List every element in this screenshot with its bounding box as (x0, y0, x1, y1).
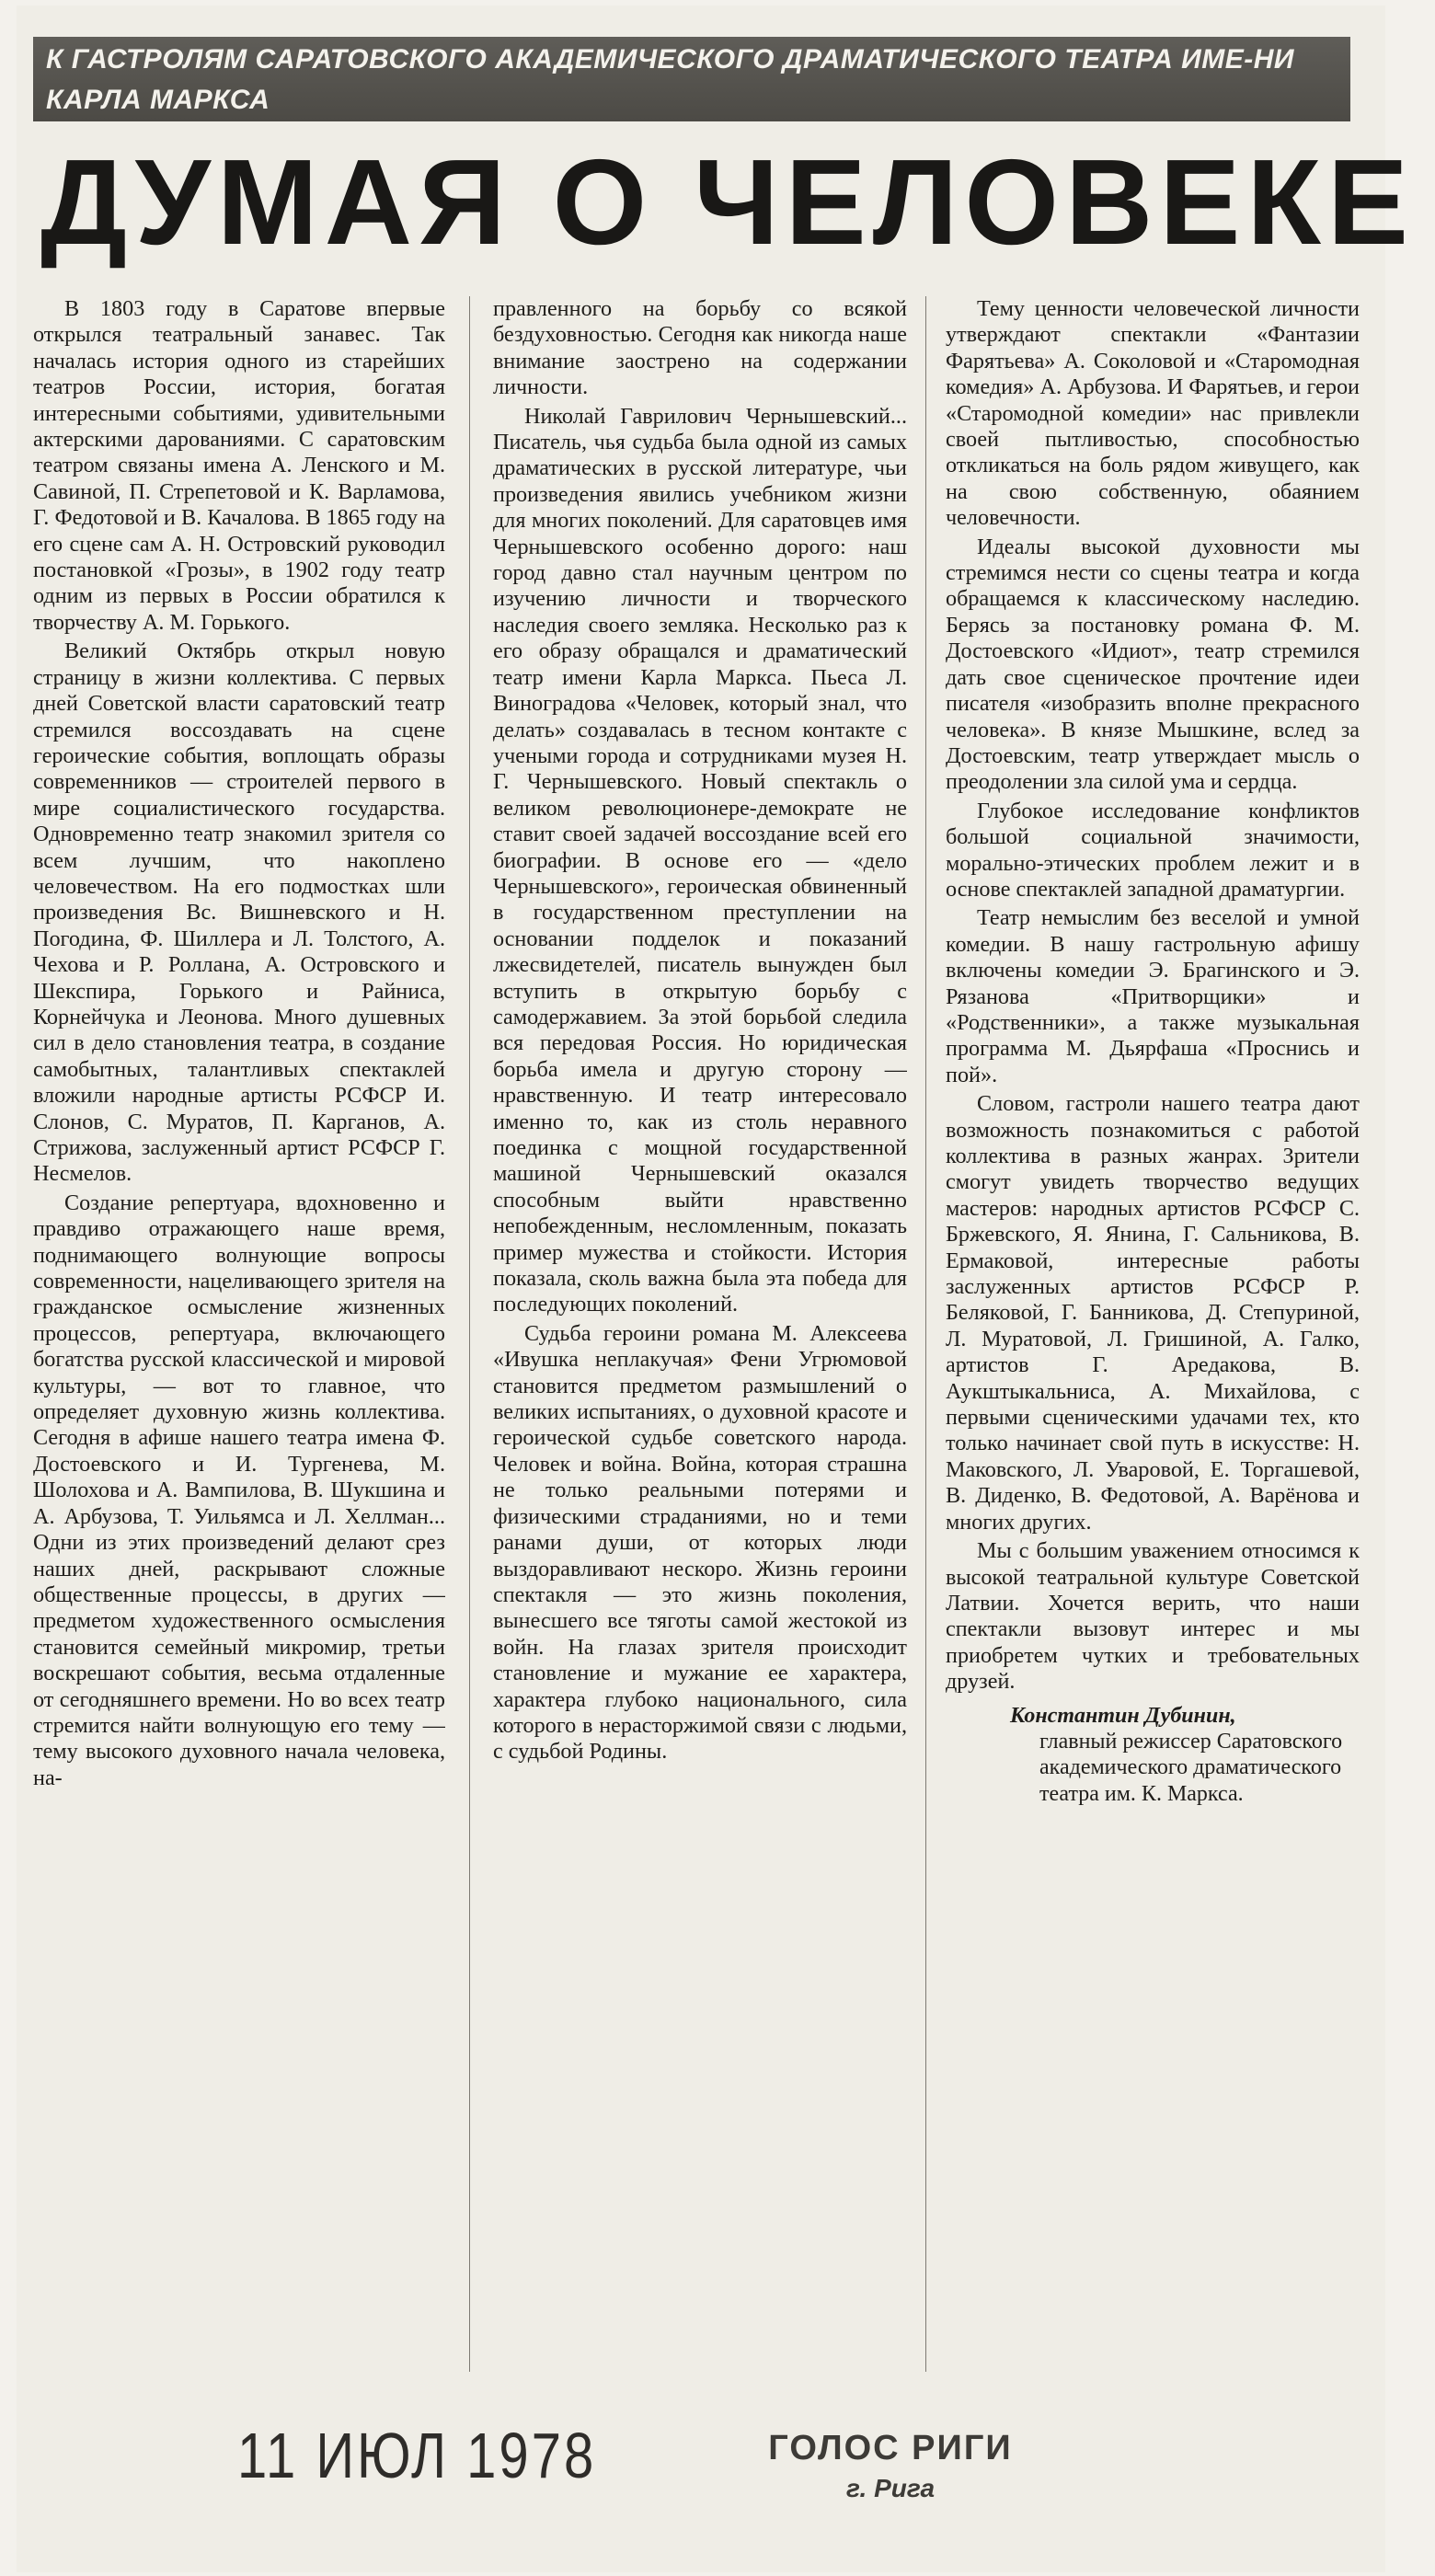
column-3 (946, 296, 1360, 2385)
column-divider (469, 296, 470, 2372)
date-stamp: 11 ИЮЛ 1978 (237, 2420, 597, 2492)
column-divider (925, 296, 926, 2372)
column-1 (33, 296, 445, 2385)
newspaper-name: ГОЛОС РИГИ (768, 2429, 1013, 2467)
signature (946, 1703, 1360, 1808)
paragraph: Николай Гаврилович Чернышевский... Писатель, чья судьба была одной из самых драматических в русской литературе, чьи произведения явились учебником жизни для многих поколений. Для саратовцев имя Чернышевского особенно дорого: наш город давно стал научным центром по изучению личности и творческого наследия своего земляка. Несколько раз к его образу обращался и драматический театр имени Карла Маркса. Пьеса Л. Виноградова «Человек, который знал, что делать» создавалась в тесном контакте с учеными города и сотрудниками музея Н. Г. Чернышевского. Новый спектакль о великом революционере-демократе не ставит своей задачей воссоздание всей его биографии. В основе его — «дело Чернышевского», героическая обвиненный в государственном преступлении на основании подделок и показаний лжесвидетелей, писатель вынужден был вступить в открытую борьбу с самодержавием. За этой борьбой следила вся передовая Россия. Но юридическая борьба имела и другую сторону — нравственную. И театр интересовало именно то, как из столь неравного поединка с мощной государственной машиной Чернышевский оказался способным выйти нравственно непобежденным, несломленным, показать пример мужества и стойкости. История показала, сколь важна была эта победа для последующих поколений. (493, 403, 907, 1317)
author-name: Константин Дубинин, (1010, 1703, 1236, 1728)
paragraph: Тему ценности человеческой личности утверждают спектакли «Фантазии Фарятьева» А. Соколовой и «Старомодная комедия» А. Арбузова. И Фарятьев, и герои «Старомодной комедии» нас привлекли своей пытливостью, способностью откликаться на боль рядом живущего, как на свою собственную, обаянием человечности. (946, 296, 1360, 531)
paragraph: Идеалы высокой духовности мы стремимся нести со сцены театра и когда обращаемся к классическому наследию. Берясь за постановку романа Ф. М. Достоевского «Идиот», театр стремился дать свое сценическое прочтение идеи писателя «изобразить вполне прекрасного человека». В князе Мышкине, вслед за Достоевским, театр утверждает мысль о преодолении зла силой ума и сердца. (946, 534, 1360, 795)
paragraph: Театр немыслим без веселой и умной комедии. В нашу гастрольную афишу включены комедии Э. Брагинского и Э. Рязанова «Притворщики» и «Родственники», а также музыкальная программа М. Дьярфаша «Проснись и пой». (946, 905, 1360, 1087)
paragraph: правленного на борьбу со всякой бездуховностью. Сегодня как никогда наше внимание заострено на содержании личности. (493, 296, 907, 400)
kicker-banner: К ГАСТРОЛЯМ САРАТОВСКОГО АКАДЕМИЧЕСКОГО ДРАМАТИЧЕСКОГО ТЕАТРА ИМЕ-НИ КАРЛА МАРКСА (33, 37, 1350, 121)
paragraph: Великий Октябрь открыл новую страницу в жизни коллектива. С первых дней Советской власти саратовский театр стремился воссоздавать на сцене героические события, воплощать образы современников — строителей первого в мире социалистического государства. Одновременно театр знакомил зрителя со всем лучшим, что накоплено человечеством. На его подмостках шли произведения Вс. Вишневского и Н. Погодина, Ф. Шиллера и Л. Толстого, А. Чехова и Р. Роллана, А. Островского и Шекспира, Горького и Райниса, Корнейчука и Леонова. Много душевных сил в дело становления театра, в создание самобытных, талантливых спектаклей вложили народные артисты РСФСР И. Слонов, С. Муратов, П. Карганов, А. Стрижова, заслуженный артист РСФСР Г. Несмелов. (33, 638, 445, 1187)
paragraph: Мы с большим уважением относимся к высокой театральной культуре Советской Латвии. Хочется верить, что наши спектакли вызовут интерес и мы приобретем чутких и требовательных друзей. (946, 1538, 1360, 1695)
paragraph: Создание репертуара, вдохновенно и правдиво отражающего наше время, поднимающего волнующие вопросы современности, нацеливающего зрителя на гражданское осмысление жизненных процессов, репертуара, включающего богатства русской классической и мировой культуры, — вот то главное, что определяет духовную жизнь коллектива. Сегодня в афише нашего театра имена Ф. Достоевского и И. Тургенева, М. Шолохова и А. Вампилова, В. Шукшина и А. Арбузова, Т. Уильямса и Л. Хеллман... Одни из этих произведений делают срез наших дней, раскрывают сложные общественные процессы, в других — предметом художественного осмысления становится семейный микромир, третьи воскрешают события, весьма отдаленные от сегодняшнего времени. Но во всех театр стремится найти волнующую его тему — тему высокого духовного начала человека, на- (33, 1190, 445, 1790)
article-body (33, 296, 1360, 2385)
column-2 (493, 296, 907, 2385)
newspaper-city: г. Рига (845, 2474, 936, 2502)
newspaper-stamp (762, 2429, 1019, 2503)
paragraph: В 1803 году в Саратове впервые открылся театральный занавес. Так началась история одного из старейших театров России, история, богатая интересными событиями, удивительными актерскими дарованиями. С саратовским театром связаны имена А. Ленского и М. Савиной, П. Стрепетовой и К. Варламова, Г. Федотовой и В. Качалова. В 1865 году на его сцене сам А. Н. Островский руководил постановкой «Грозы», в 1902 году театр одним из первых в России обратился к творчеству А. М. Горького. (33, 296, 445, 635)
author-role: главный режиссер Саратовского академического драматического театра им. К. Маркса. (1039, 1729, 1343, 1806)
headline: ДУМАЯ О ЧЕЛОВЕКЕ (40, 134, 1416, 270)
paragraph: Глубокое исследование конфликтов большой социальной значимости, морально-этических проблем лежит и в основе спектаклей западной драматургии. (946, 798, 1360, 902)
paragraph: Судьба героини романа М. Алексеева «Ивушка неплакучая» Фени Угрюмовой становится предметом размышлений о великих испытаниях, о духовной красоте и героической судьбе советского народа. Человек и война. Война, которая страшна не только реальными потерями и физическими страданиями, но и теми ранами души, от которых люди выздоравливают нескоро. Жизнь героини спектакля — это жизнь поколения, вынесшего все тяготы самой жестокой из войн. На глазах зрителя происходит становление и мужание ее характера, характера глубоко национального, сила которого в нерасторжимой связи с людьми, с судьбой Родины. (493, 1320, 907, 1765)
paragraph: Словом, гастроли нашего театра дают возможность познакомиться с работой коллектива в разных жанрах. Зрители смогут увидеть творчество ведущих мастеров: народных артистов РСФСР С. Бржевского, Я. Янина, Г. Сальникова, В. Ермаковой, интересные работы заслуженных артистов РСФСР Р. Беляковой, Г. Банникова, Д. Степуриной, Л. Муратовой, Л. Гришиной, А. Галко, артистов Г. Аредакова, В. Аукштыкальниса, А. Михайлова, с первыми сценическими удачами тех, кто только начинает свой путь в искусстве: Н. Маковского, Л. Уваровой, Е. Торгашевой, В. Диденко, В. Федотовой, А. Варёнова и многих других. (946, 1091, 1360, 1535)
